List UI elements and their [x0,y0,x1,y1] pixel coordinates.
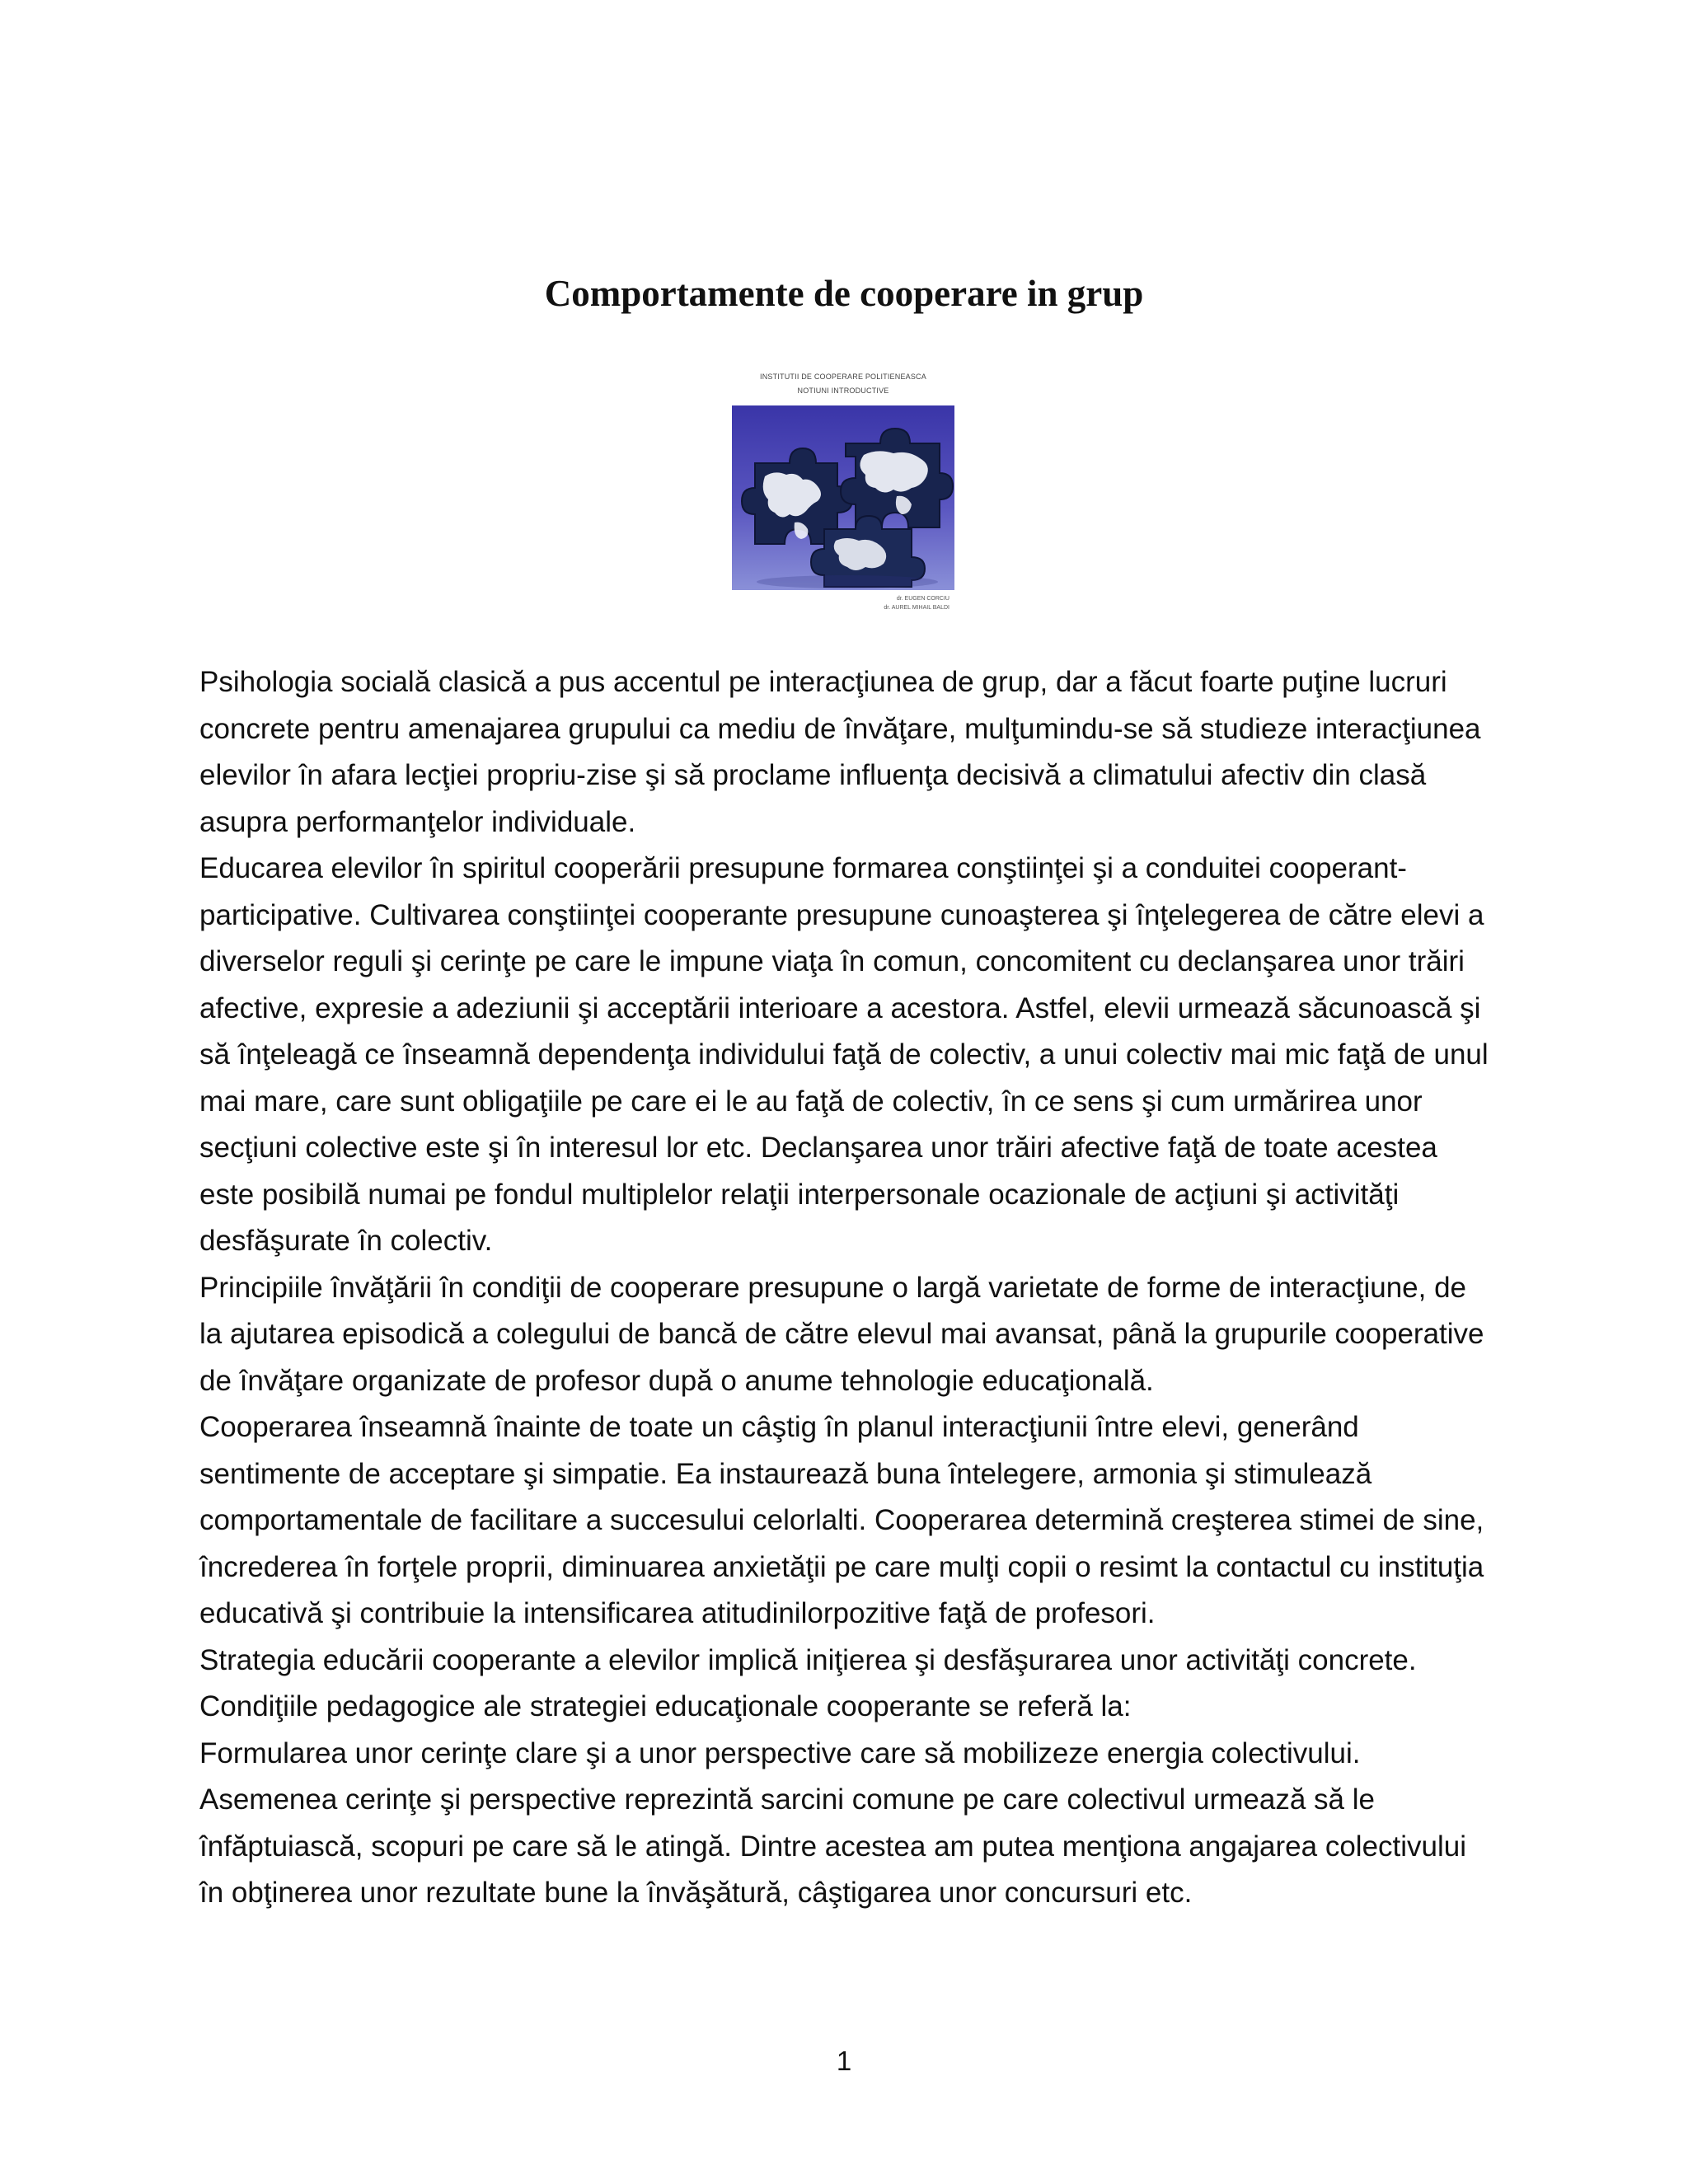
cover-author-1: dr. EUGEN CORCIU [896,596,950,602]
book-cover-image [732,368,954,616]
paragraph: Psihologia socială clasică a pus accentul pe interacţiunea de grup, dar a făcut foarte puţine lucruri concrete pentru amenajarea grupului ca mediu de învăţare, mulţumindu-se să studieze interacţiunea elevilor în afara lecţiei propriu-zise şi să proclame influenţa decisivă a climatului afectiv din clasă asupra performanţelor individuale. [199,666,1481,838]
body-text [199,659,1489,1917]
paragraph: Formularea unor cerinţe clare şi a unor perspective care să mobilizeze energia colectivului. Asemenea cerinţe şi perspective reprezintă sarcini comune pe care colectivul urmează să le înfăptuiască, scopuri pe care să le atingă. Dintre acestea am putea menţiona angajarea colectivului în obţinerea unor rezultate bune la învăşătură, câştigarea unor concursuri etc. [199,1736,1467,1909]
cover-title-line-2: NOTIUNI INTRODUCTIVE [797,387,889,395]
paragraph: Condiţiile pedagogice ale strategiei educaţionale cooperante se referă la: [199,1690,1132,1722]
cover-header [732,368,954,405]
page-number: 1 [836,2046,852,2076]
puzzle-world-icon [732,405,954,590]
cover-title-line-1: INSTITUTII DE COOPERARE POLITIENEASCA [760,373,926,381]
paragraph: Principiile învăţării în condiţii de cooperare presupune o largă varietate de forme de interacţiune, de la ajutarea episodică a colegului de bancă de către elevul mai avansat, până la grupurile cooperative de învăţare organizate de profesor după o anume tehnologie educaţională. [199,1271,1484,1397]
cover-footer [732,590,954,616]
page-title: Comportamente de cooperare in grup [544,273,1144,314]
cover-artwork [732,405,954,590]
paragraph: Cooperarea înseamnă înainte de toate un câştig în planul interacţiunii între elevi, generând sentimente de acceptare şi simpatie. Ea instaurează buna întelegere, armonia şi stimulează comportamentale de facilitare a succesului celorlalti. Cooperarea determină creşterea stimei de sine, încrederea în forţele proprii, diminuarea anxietăţii pe care mulţi copii o resimt la contactul cu instituţia educativă şi contribuie la intensificarea atitudinilorpozitive faţă de profesori. [199,1411,1484,1629]
paragraph: Strategia educării cooperante a elevilor implică iniţierea şi desfăşurarea unor activităţi concrete. [199,1643,1417,1676]
paragraph: Educarea elevilor în spiritul cooperării presupune formarea conştiinţei şi a conduitei cooperant-participative. Cultivarea conştiinţei cooperante presupune cunoaşterea şi înţelegerea de către elevi a diverselor reguli şi cerinţe pe care le impune viaţa în comun, concomitent cu declanşarea unor trăiri afective, expresie a adeziunii şi acceptării interioare a acestora. Astfel, elevii urmează săcunoască şi să înţeleagă ce înseamnă dependenţa individului faţă de colectiv, a unui colectiv mai mic faţă de unul mai mare, care sunt obligaţiile pe care ei le au faţă de colectiv, în ce sens şi cum urmărirea unor secţiuni colective este şi în interesul lor etc. Declanşarea unor trăiri afective faţă de toate acestea este posibilă numai pe fondul multiplelor relaţii interpersonale ocazionale de acţiuni şi activităţi desfăşurate în colectiv. [199,852,1489,1257]
cover-author-2: dr. AUREL MIHAIL BALDI [884,605,950,611]
